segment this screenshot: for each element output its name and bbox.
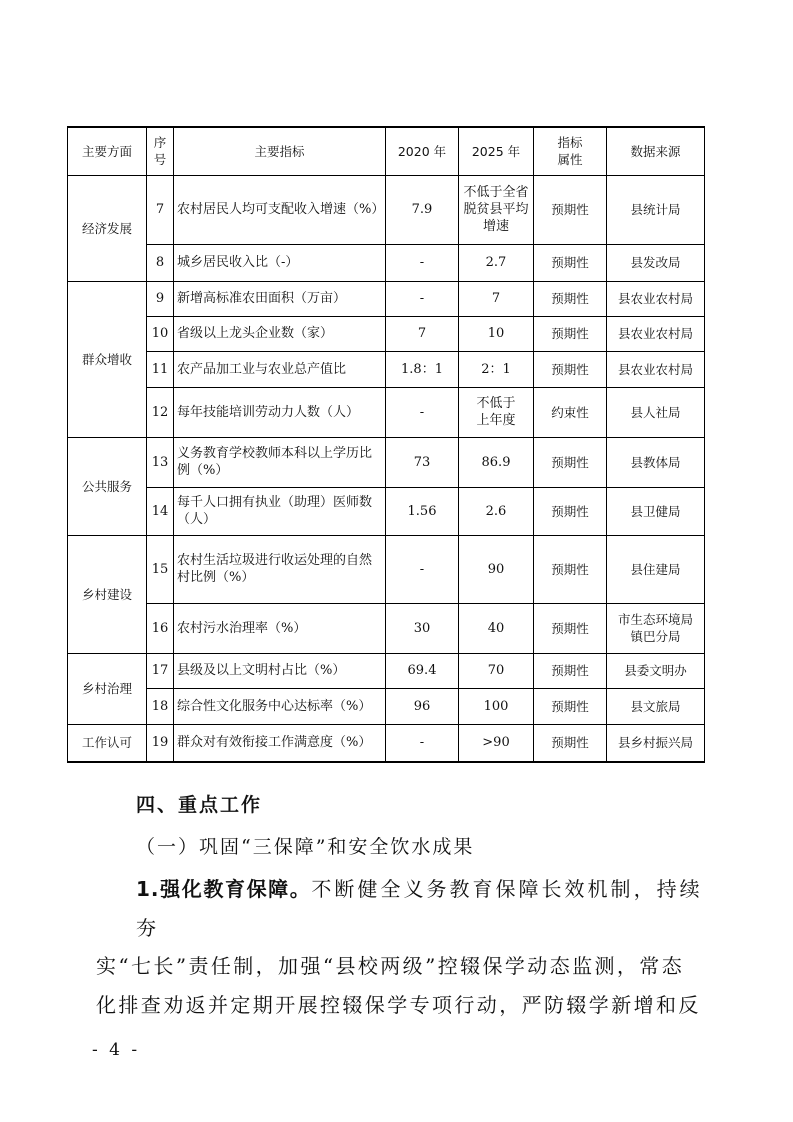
attribute-cell: 预期性: [534, 535, 607, 603]
attribute-cell: 预期性: [534, 653, 607, 688]
header-attribute: 指标属性: [534, 127, 607, 175]
paragraph-text: 不断健全义务教育保障长效机制，持续夯: [136, 877, 702, 940]
source-cell: 县统计局: [607, 175, 705, 244]
value-2020-cell: 7.9: [386, 175, 459, 244]
indicator-cell: 农产品加工业与农业总产值比: [174, 351, 386, 387]
paragraph-lead: 1.强化教育保障。: [136, 877, 312, 901]
source-cell: 县教体局: [607, 437, 705, 487]
table-row: [68, 437, 705, 487]
source-cell: 县委文明办: [607, 653, 705, 688]
table-row: [68, 351, 705, 387]
seq-cell: 14: [147, 487, 174, 535]
attribute-cell: 预期性: [534, 437, 607, 487]
seq-cell: 8: [147, 244, 174, 281]
value-2020-cell: -: [386, 724, 459, 762]
table-row: [68, 244, 705, 281]
aspect-cell: 工作认可: [68, 724, 147, 762]
header-aspect: 主要方面: [68, 127, 147, 175]
value-2025-cell: >90: [459, 724, 534, 762]
value-2025-cell: 7: [459, 281, 534, 316]
indicator-cell: 每年技能培训劳动力人数（人）: [174, 387, 386, 437]
indicator-cell: 城乡居民收入比（-）: [174, 244, 386, 281]
value-2025-cell: 90: [459, 535, 534, 603]
seq-cell: 11: [147, 351, 174, 387]
value-2025-cell: 40: [459, 603, 534, 653]
value-2020-cell: -: [386, 281, 459, 316]
table-row: [68, 175, 705, 244]
attribute-cell: 约束性: [534, 387, 607, 437]
seq-cell: 7: [147, 175, 174, 244]
value-2020-cell: -: [386, 244, 459, 281]
source-cell: 县农业农村局: [607, 281, 705, 316]
attribute-cell: 预期性: [534, 175, 607, 244]
aspect-cell: 群众增收: [68, 281, 147, 437]
seq-cell: 16: [147, 603, 174, 653]
indicator-cell: 群众对有效衔接工作满意度（%）: [174, 724, 386, 762]
source-cell: 县住建局: [607, 535, 705, 603]
table-row: [68, 281, 705, 316]
section-heading: 四、重点工作: [136, 794, 263, 816]
table-row: [68, 316, 705, 351]
value-2025-cell: 10: [459, 316, 534, 351]
header-2025: 2025 年: [459, 127, 534, 175]
table-row: [68, 487, 705, 535]
indicator-table: [67, 126, 705, 763]
header-seq: 序号: [147, 127, 174, 175]
header-indicator: 主要指标: [174, 127, 386, 175]
seq-cell: 19: [147, 724, 174, 762]
seq-cell: 15: [147, 535, 174, 603]
value-2020-cell: 96: [386, 688, 459, 724]
seq-cell: 13: [147, 437, 174, 487]
attribute-cell: 预期性: [534, 316, 607, 351]
paragraph-line: [96, 870, 702, 947]
table-row: [68, 724, 705, 762]
value-2025-cell: 2.6: [459, 487, 534, 535]
paragraph-line: 化排查劝返并定期开展控辍保学专项行动，严防辍学新增和反: [96, 992, 701, 1017]
indicator-cell: 新增高标准农田面积（万亩）: [174, 281, 386, 316]
indicator-cell: 农村居民人均可支配收入增速（%）: [174, 175, 386, 244]
indicator-cell: 农村生活垃圾进行收运处理的自然村比例（%）: [174, 535, 386, 603]
indicator-cell: 县级及以上文明村占比（%）: [174, 653, 386, 688]
seq-cell: 10: [147, 316, 174, 351]
indicator-cell: 综合性文化服务中心达标率（%）: [174, 688, 386, 724]
table-row: [68, 688, 705, 724]
attribute-cell: 预期性: [534, 724, 607, 762]
attribute-cell: 预期性: [534, 351, 607, 387]
source-cell: 县发改局: [607, 244, 705, 281]
paragraph-line: 实“七长”责任制，加强“县校两级”控辍保学动态监测，常态: [96, 954, 685, 978]
indicator-cell: 省级以上龙头企业数（家）: [174, 316, 386, 351]
attribute-cell: 预期性: [534, 688, 607, 724]
indicator-cell: 每千人口拥有执业（助理）医师数（人）: [174, 487, 386, 535]
table-row: [68, 535, 705, 603]
page-number: - 4 -: [92, 1040, 141, 1060]
header-2020: 2020 年: [386, 127, 459, 175]
value-2020-cell: 30: [386, 603, 459, 653]
value-2025-cell: 2.7: [459, 244, 534, 281]
value-2020-cell: 1.8：1: [386, 351, 459, 387]
value-2020-cell: 1.56: [386, 487, 459, 535]
indicator-cell: 农村污水治理率（%）: [174, 603, 386, 653]
value-2025-cell: 86.9: [459, 437, 534, 487]
aspect-cell: 乡村建设: [68, 535, 147, 653]
indicator-cell: 义务教育学校教师本科以上学历比例（%）: [174, 437, 386, 487]
aspect-cell: 公共服务: [68, 437, 147, 535]
aspect-cell: 经济发展: [68, 175, 147, 281]
value-2020-cell: 7: [386, 316, 459, 351]
source-cell: 县农业农村局: [607, 351, 705, 387]
value-2020-cell: -: [386, 387, 459, 437]
seq-cell: 9: [147, 281, 174, 316]
source-cell: 市生态环境局镇巴分局: [607, 603, 705, 653]
attribute-cell: 预期性: [534, 281, 607, 316]
seq-cell: 17: [147, 653, 174, 688]
value-2025-cell: 不低于上年度: [459, 387, 534, 437]
aspect-cell: 乡村治理: [68, 653, 147, 724]
value-2025-cell: 不低于全省脱贫县平均增速: [459, 175, 534, 244]
attribute-cell: 预期性: [534, 603, 607, 653]
value-2025-cell: 2：1: [459, 351, 534, 387]
subsection-heading: （一）巩固“三保障”和安全饮水成果: [136, 836, 475, 858]
seq-cell: 18: [147, 688, 174, 724]
value-2020-cell: 73: [386, 437, 459, 487]
value-2020-cell: -: [386, 535, 459, 603]
seq-cell: 12: [147, 387, 174, 437]
attribute-cell: 预期性: [534, 487, 607, 535]
source-cell: 县人社局: [607, 387, 705, 437]
table-row: [68, 603, 705, 653]
source-cell: 县卫健局: [607, 487, 705, 535]
source-cell: 县文旅局: [607, 688, 705, 724]
attribute-cell: 预期性: [534, 244, 607, 281]
body-paragraph: [96, 870, 702, 1024]
value-2025-cell: 70: [459, 653, 534, 688]
table-row: [68, 653, 705, 688]
table-row: [68, 387, 705, 437]
source-cell: 县乡村振兴局: [607, 724, 705, 762]
header-source: 数据来源: [607, 127, 705, 175]
value-2020-cell: 69.4: [386, 653, 459, 688]
value-2025-cell: 100: [459, 688, 534, 724]
source-cell: 县农业农村局: [607, 316, 705, 351]
